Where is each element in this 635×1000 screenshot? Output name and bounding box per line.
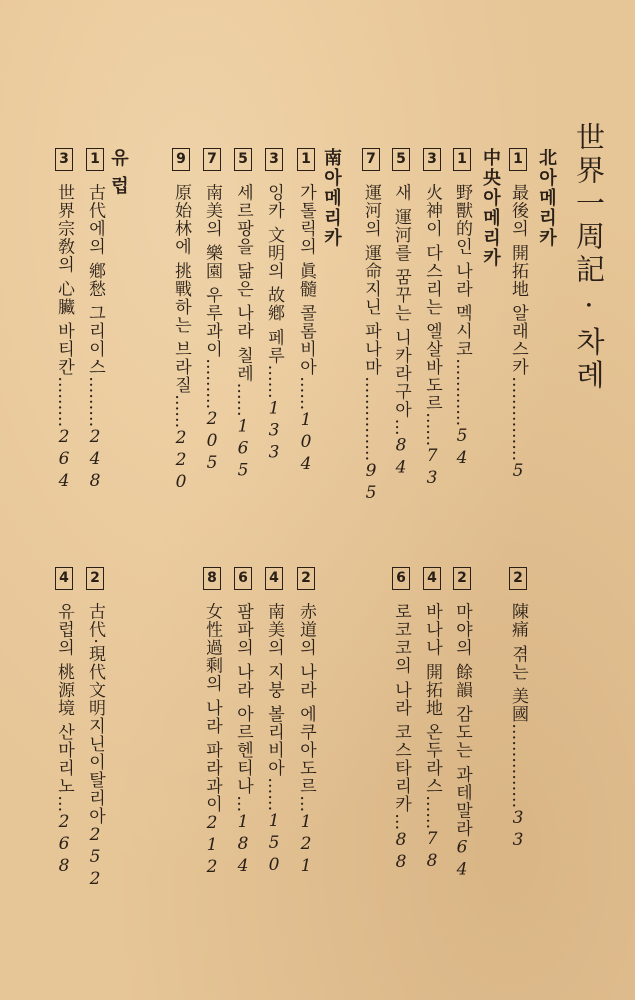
entry-number: 2	[297, 567, 315, 590]
entry-number: 5	[392, 148, 410, 171]
list-item	[297, 567, 315, 878]
entry-number: 8	[203, 567, 221, 590]
entry-number: 3	[423, 148, 441, 171]
leader-dots: ………	[85, 376, 105, 428]
section-north-america: 北아메리카	[536, 148, 557, 248]
list-item	[392, 567, 410, 874]
leader-dots: ……	[422, 795, 442, 830]
leader-dots: ……	[171, 394, 191, 429]
entry-title: 古代에의 鄕愁 그리이스	[85, 183, 105, 377]
list-item	[297, 148, 315, 476]
entry-number: 1	[86, 148, 104, 171]
page-number: 5	[508, 461, 528, 484]
entry-title: 野獸的인 나라 멕시코	[452, 183, 472, 359]
page-number: 165	[233, 416, 253, 483]
entry-number: 4	[423, 567, 441, 590]
leader-dots: …	[233, 795, 253, 813]
entry-title: 火神이 다스리는 엘살바도르	[422, 183, 442, 413]
entry-number: 2	[86, 567, 104, 590]
page-number: 268	[54, 812, 74, 879]
list-item	[86, 148, 104, 493]
section-south-america: 南아메리카	[321, 148, 342, 248]
leader-dots: ……	[264, 777, 284, 812]
page-number: 104	[296, 410, 316, 477]
list-item	[55, 148, 73, 493]
list-item	[55, 567, 73, 878]
leader-dots: ………	[54, 376, 74, 428]
entry-title: 赤道의 나라 에쿠아도르	[296, 602, 316, 796]
list-item	[509, 567, 527, 852]
leader-dots: …	[391, 418, 411, 436]
page-number: 264	[54, 427, 74, 494]
list-item	[453, 567, 471, 882]
entry-number: 1	[509, 148, 527, 171]
list-item	[392, 148, 410, 480]
leader-dots: ……………	[361, 376, 381, 462]
page-number: 205	[202, 409, 222, 476]
leader-dots: ………	[202, 358, 222, 410]
page-number: 64	[452, 837, 472, 882]
page-number: 33	[508, 808, 528, 853]
page-number: 73	[422, 446, 442, 491]
entry-number: 7	[203, 148, 221, 171]
entry-number: 3	[55, 148, 73, 171]
list-item	[234, 567, 252, 878]
list-item	[203, 567, 221, 879]
list-item	[265, 148, 283, 465]
page-number: 84	[391, 435, 411, 480]
entry-title: 陳痛 겪는 美國	[508, 602, 528, 724]
list-item	[423, 148, 441, 490]
leader-dots: ……………	[508, 376, 528, 462]
entry-title: 南美의 樂園 우루과이	[202, 183, 222, 359]
entry-number: 5	[234, 148, 252, 171]
entry-title: 팜파의 나라 아르헨티나	[233, 602, 253, 796]
page-number: 121	[296, 812, 316, 879]
page-number: 220	[171, 428, 191, 495]
list-item	[234, 148, 252, 483]
section-europe: 유 럽	[108, 148, 129, 197]
entry-number: 7	[362, 148, 380, 171]
entry-number: 4	[265, 567, 283, 590]
leader-dots: …………	[452, 358, 472, 427]
list-item	[172, 148, 190, 494]
entry-title: 運河의 運命지닌 파나마	[361, 183, 381, 377]
page-number: 78	[422, 829, 442, 874]
list-item	[509, 148, 527, 483]
leader-dots: …	[54, 795, 74, 813]
list-item	[265, 567, 283, 877]
page-number: 150	[264, 811, 284, 878]
entry-number: 6	[392, 567, 410, 590]
page-number: 88	[391, 830, 411, 875]
page-number: 95	[361, 461, 381, 506]
entry-title: 유럽의 桃源境 산마리노	[54, 602, 74, 796]
entry-title: 最後의 開拓地 알래스카	[508, 183, 528, 377]
leader-dots: ……	[296, 376, 316, 411]
leader-dots: …	[391, 813, 411, 831]
page-number: 248	[85, 427, 105, 494]
list-item	[453, 148, 471, 470]
list-item	[86, 567, 104, 891]
entry-title: 女性過剩의 나라 파라과이	[202, 602, 222, 814]
entry-number: 3	[265, 148, 283, 171]
entry-title: 世界宗敎의 心臟 바티칸	[54, 183, 74, 377]
entry-number: 6	[234, 567, 252, 590]
page-number: 184	[233, 812, 253, 879]
leader-dots: ……………	[508, 723, 528, 809]
entry-title: 가톨릭의 眞髓 콜롬비아	[296, 183, 316, 377]
entry-number: 2	[509, 567, 527, 590]
entry-number: 1	[453, 148, 471, 171]
leader-dots: ……	[233, 382, 253, 417]
entry-number: 4	[55, 567, 73, 590]
entry-number: 1	[297, 148, 315, 171]
entry-title: 잉카 文明의 故鄕 페루	[264, 183, 284, 365]
list-item	[203, 148, 221, 475]
entry-title: 바나나 開拓地 온두라스	[422, 602, 442, 796]
entry-title: 세르팡을 닮은 나라 칠레	[233, 183, 253, 383]
page-number: 133	[264, 398, 284, 465]
leader-dots: ……	[422, 412, 442, 447]
entry-title: 古代·現代文明지닌이탈리아	[85, 602, 105, 825]
list-item	[362, 148, 380, 505]
page-title: 世界一周記 · 차례	[572, 122, 606, 393]
leader-dots: …	[296, 795, 316, 813]
section-central-america: 中央아메리카	[480, 148, 501, 268]
entry-title: 마야의 餘韻 감도는 과테말라	[452, 602, 472, 838]
leader-dots: ……	[264, 364, 284, 399]
entry-title: 로코코의 나라 코스타리카	[391, 602, 411, 814]
entry-title: 原始林에 挑戰하는 브라질	[171, 183, 191, 395]
page-number: 54	[452, 426, 472, 471]
list-item	[423, 567, 441, 873]
entry-title: 南美의 지붕 볼리비아	[264, 602, 284, 778]
entry-title: 새 運河를 꿈꾸는 니카라구아	[391, 183, 411, 419]
page-number: 252	[85, 824, 105, 891]
entry-number: 9	[172, 148, 190, 171]
entry-number: 2	[453, 567, 471, 590]
page-number: 212	[202, 813, 222, 880]
